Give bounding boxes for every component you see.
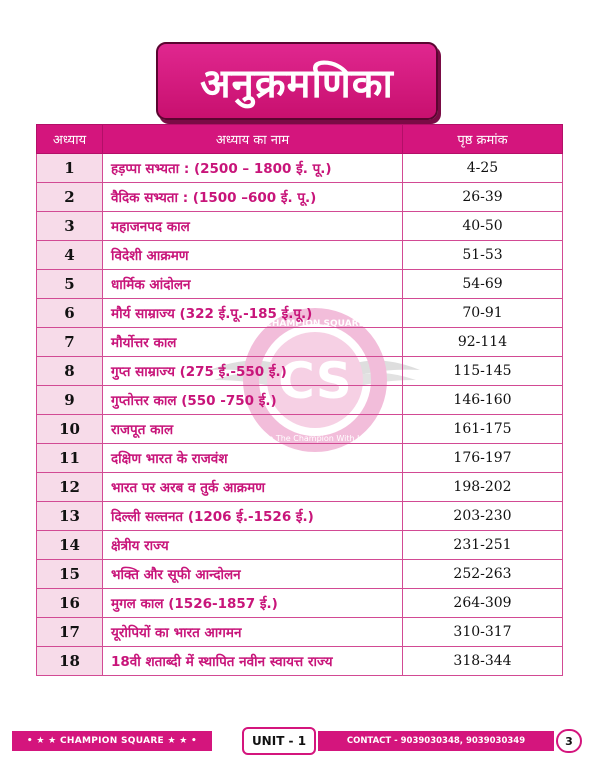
table-row (37, 560, 563, 589)
page-range: 92-114 (403, 328, 563, 357)
table-row (37, 415, 563, 444)
chapter-number: 14 (37, 531, 103, 560)
header-chapter-name: अध्याय का नाम (103, 125, 403, 154)
header-page-number: पृष्ठ क्रमांक (403, 125, 563, 154)
chapter-name: दक्षिण भारत के राजवंश (103, 444, 403, 473)
chapter-name: यूरोपियों का भारत आगमन (103, 618, 403, 647)
chapter-name: धार्मिक आंदोलन (103, 270, 403, 299)
page-range: 70-91 (403, 299, 563, 328)
table-row (37, 589, 563, 618)
chapter-number: 10 (37, 415, 103, 444)
chapter-number: 9 (37, 386, 103, 415)
table-row (37, 183, 563, 212)
page-range: 198-202 (403, 473, 563, 502)
chapter-name: मौर्य साम्राज्य (322 ई.पू.-185 ई.पू.) (103, 299, 403, 328)
chapter-name: भक्ति और सूफी आन्दोलन (103, 560, 403, 589)
chapter-number: 11 (37, 444, 103, 473)
watermark-ring-top: CHAMPION SQUARE (265, 319, 365, 329)
page-range: 203-230 (403, 502, 563, 531)
page-range: 54-69 (403, 270, 563, 299)
page-range: 4-25 (403, 154, 563, 183)
chapter-name: भारत पर अरब व तुर्क आक्रमण (103, 473, 403, 502)
chapter-number: 1 (37, 154, 103, 183)
page-range: 318-344 (403, 647, 563, 676)
chapter-name: दिल्ली सल्तनत (1206 ई.-1526 ई.) (103, 502, 403, 531)
page-title-box (156, 42, 438, 120)
chapter-name: मुगल काल (1526-1857 ई.) (103, 589, 403, 618)
table-row (37, 502, 563, 531)
footer-page-number: 3 (556, 729, 582, 753)
chapter-name: महाजनपद काल (103, 212, 403, 241)
chapter-number: 5 (37, 270, 103, 299)
chapter-number: 12 (37, 473, 103, 502)
table-row (37, 328, 563, 357)
contents-table (36, 124, 563, 676)
chapter-number: 18 (37, 647, 103, 676)
page-range: 231-251 (403, 531, 563, 560)
chapter-name: 18वी शताब्दी में स्थापित नवीन स्वायत्त राज्य (103, 647, 403, 676)
table-row (37, 618, 563, 647)
footer-unit-label: UNIT - 1 (242, 727, 316, 755)
chapter-number: 3 (37, 212, 103, 241)
chapter-name: क्षेत्रीय राज्य (103, 531, 403, 560)
table-row (37, 357, 563, 386)
table-row (37, 154, 563, 183)
footer-brand: • ★ ★ CHAMPION SQUARE ★ ★ • (12, 731, 212, 751)
page-range: 26-39 (403, 183, 563, 212)
table-row (37, 386, 563, 415)
chapter-name: हड़प्पा सभ्यता : (2500 – 1800 ई. पू.) (103, 154, 403, 183)
chapter-number: 2 (37, 183, 103, 212)
table-row (37, 473, 563, 502)
page-range: 252-263 (403, 560, 563, 589)
table-body (37, 154, 563, 676)
footer-contact: CONTACT - 9039030348, 9039030349 (318, 731, 554, 751)
chapter-name: वैदिक सभ्यता : (1500 –600 ई. पू.) (103, 183, 403, 212)
page-range: 176-197 (403, 444, 563, 473)
table-row (37, 531, 563, 560)
page-footer (12, 727, 590, 755)
page-range: 40-50 (403, 212, 563, 241)
chapter-name: मौर्योत्तर काल (103, 328, 403, 357)
chapter-number: 16 (37, 589, 103, 618)
chapter-name: गुप्त साम्राज्य (275 ई.-550 ई.) (103, 357, 403, 386)
table-row (37, 647, 563, 676)
page-range: 51-53 (403, 241, 563, 270)
chapter-name: विदेशी आक्रमण (103, 241, 403, 270)
page-range: 146-160 (403, 386, 563, 415)
page-range: 115-145 (403, 357, 563, 386)
chapter-number: 17 (37, 618, 103, 647)
chapter-name: राजपूत काल (103, 415, 403, 444)
watermark-letters: CS (278, 352, 352, 410)
table-row (37, 241, 563, 270)
chapter-name: गुप्तोत्तर काल (550 -750 ई.) (103, 386, 403, 415)
chapter-number: 7 (37, 328, 103, 357)
chapter-number: 4 (37, 241, 103, 270)
page-title: अनुक्रमणिका (200, 60, 394, 107)
table-row (37, 270, 563, 299)
chapter-number: 15 (37, 560, 103, 589)
chapter-number: 8 (37, 357, 103, 386)
page-range: 310-317 (403, 618, 563, 647)
chapter-number: 6 (37, 299, 103, 328)
table-row (37, 299, 563, 328)
page-range: 264-309 (403, 589, 563, 618)
table-header-row (37, 125, 563, 154)
watermark-ring-bottom: Be The Champion With Us (262, 434, 368, 443)
header-chapter: अध्याय (37, 125, 103, 154)
table-row (37, 444, 563, 473)
table-row (37, 212, 563, 241)
page-range: 161-175 (403, 415, 563, 444)
chapter-number: 13 (37, 502, 103, 531)
